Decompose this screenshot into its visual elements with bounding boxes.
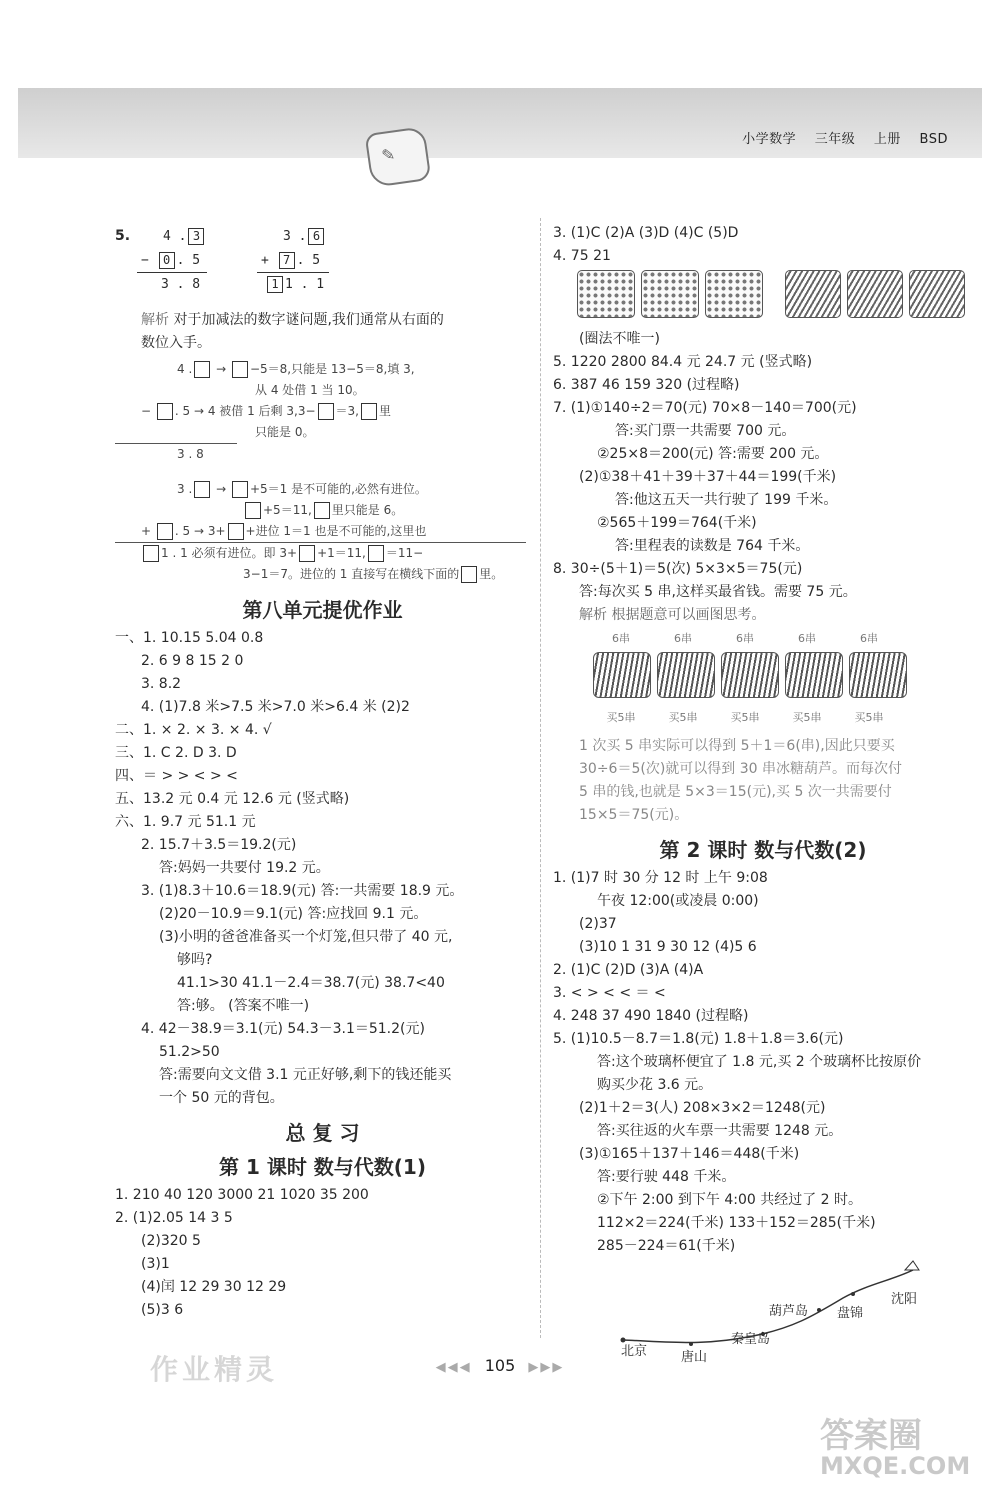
kebab-top-3: 6串 xyxy=(798,632,816,645)
kebab-top-2: 6串 xyxy=(736,632,754,645)
r2-line-10: 答:每次买 5 串,这样买最省钱。需要 75 元。 xyxy=(579,584,857,600)
e2-box-c xyxy=(245,502,261,519)
u-line-13: (3)小明的爸爸准备买一个灯笼,但只带了 40 元, xyxy=(159,929,453,945)
calc1-row2: . 5 xyxy=(176,253,201,268)
u-line-9: 2. 15.7＋3.5＝19.2(元) xyxy=(141,837,297,853)
e1-c-note: 4 被借 1 后剩 3,3− xyxy=(207,404,316,418)
lesson1-answers xyxy=(115,1184,530,1322)
e2-box-j xyxy=(461,566,477,583)
edition-label: BSD xyxy=(919,132,948,147)
seal-stamp xyxy=(365,126,432,188)
calc1-row1: 4 . xyxy=(163,229,187,244)
u-line-6: 四、＝ > > < > < xyxy=(115,768,238,784)
l2-line-15: 112×2＝224(千米) 133＋152＝285(千米) xyxy=(597,1215,876,1231)
u-line-7: 五、13.2 元 0.4 元 12.6 元 (竖式略) xyxy=(115,791,350,807)
stick-bundle-2 xyxy=(847,270,903,318)
city-panjin: 盘锦 xyxy=(837,1306,864,1321)
l1-line-1: 2. (1)2.05 14 3 5 xyxy=(115,1210,233,1226)
e2-box-b xyxy=(232,481,248,498)
page-header xyxy=(18,88,982,158)
e1-e: 3 . 8 xyxy=(115,443,237,465)
kebab-figure xyxy=(593,652,973,706)
lesson2-answers xyxy=(553,867,973,1258)
e2-d-note: 必须有进位。即 3+ xyxy=(191,546,298,560)
watermark-answer: 答案圈 xyxy=(820,1416,922,1456)
dot-tray-1 xyxy=(577,270,635,318)
lesson1-title: 第 1 课时 数与代数(1) xyxy=(218,1155,426,1179)
kebab-top-1: 6串 xyxy=(674,632,692,645)
e2-b: +5＝11, xyxy=(263,503,312,517)
l2-line-7: 5. (1)10.5－8.7＝1.8(元) 1.8＋1.8＝3.6(元) xyxy=(553,1031,844,1047)
kebab-bundle-1 xyxy=(593,652,651,698)
u-line-1: 2. 6 9 8 15 2 0 xyxy=(141,653,244,669)
e2-box-f xyxy=(228,523,244,540)
unit8-title: 第八单元提优作业 xyxy=(242,598,403,622)
u-line-17: 4. 42－38.9＝3.1(元) 54.3－3.1＝51.2(元) xyxy=(141,1021,425,1037)
u-line-16: 答:够。 (答案不唯一) xyxy=(177,998,310,1014)
calc2-result: 1 . 1 xyxy=(285,277,325,292)
e2-d-note2: +1＝11, xyxy=(317,546,366,560)
e2-c-note: 3+ xyxy=(207,524,226,538)
e1-c-note2: ＝3, xyxy=(335,404,359,418)
explain-1: 30÷6＝5(次)就可以得到 30 串冰糖葫芦。而每次付 xyxy=(579,761,902,777)
calc-1 xyxy=(141,225,206,297)
l2-line-9: 购买少花 3.6 元。 xyxy=(597,1077,713,1093)
calc1-box2: 0 xyxy=(159,252,175,269)
e2-b2: 里只能是 6。 xyxy=(331,503,404,517)
u-line-19: 答:需要向文文借 3.1 元正好够,剩下的钱还能买 xyxy=(159,1067,452,1083)
route-map xyxy=(553,1258,973,1365)
volume-label: 上册 xyxy=(873,132,901,147)
analysis-line-1 xyxy=(115,309,530,332)
l2-line-5: 3. < > < < ＝ < xyxy=(553,985,666,1001)
u-line-4: 二、1. × 2. × 3. × 4. √ xyxy=(115,722,272,738)
e2-c-note2: +进位 1＝1 也是不可能的,这里也 xyxy=(245,524,427,538)
l1-line-3: (3)1 xyxy=(141,1256,170,1272)
e2-d-note3: ＝11− xyxy=(385,546,424,560)
l2-line-1: 午夜 12:00(或凌晨 0:00) xyxy=(597,893,759,909)
e1-c: − xyxy=(141,404,152,418)
l2-line-12: (3)①165＋137＋146＝448(千米) xyxy=(579,1146,800,1162)
page-number: 105 xyxy=(484,1356,516,1375)
e2-a: 3 . xyxy=(177,482,193,496)
r-line-4: 4. 75 21 xyxy=(553,248,611,264)
calc2-row2: . 5 xyxy=(296,253,321,268)
dot-tray-3 xyxy=(705,270,763,318)
circle-figure xyxy=(577,270,973,324)
explain-0: 1 次买 5 串实际可以得到 5＋1＝6(串),因此只要买 xyxy=(579,738,895,754)
l1-line-5: (5)3 6 xyxy=(141,1302,184,1318)
right-column xyxy=(553,222,973,1365)
e2-box-i xyxy=(368,545,384,562)
e2-e: 3−1＝7。进位的 1 直接写在横线下面的 xyxy=(243,567,460,581)
r2-line-7: ②565＋199＝764(千米) xyxy=(597,515,757,531)
e2-e2: 里。 xyxy=(479,567,504,581)
kebab-bottom-0: 买5串 xyxy=(606,711,636,724)
r2-line-5: (2)①38＋41＋39＋37＋44＝199(千米) xyxy=(579,469,837,485)
l2-line-2: (2)37 xyxy=(579,916,617,932)
unit8-answers xyxy=(115,627,530,1110)
r2-line-4: ②25×8＝200(元) 答:需要 200 元。 xyxy=(597,446,829,462)
e2-note: +5＝1 是不可能的,必然有进位。 xyxy=(249,482,427,496)
q5-vertical-calcs xyxy=(115,225,530,305)
prev-arrows: ◀◀◀ xyxy=(435,1360,472,1375)
e2-d: 1 . 1 xyxy=(161,546,188,560)
kebab-bottom-labels xyxy=(593,706,973,729)
city-tangshan: 唐山 xyxy=(681,1350,708,1365)
e1-b: 从 4 处借 1 当 10。 xyxy=(255,383,365,397)
l2-line-4: 2. (1)C (2)D (3)A (4)A xyxy=(553,962,704,978)
u-line-3: 4. (1)7.8 米>7.5 米>7.0 米>6.4 米 (2)2 xyxy=(141,699,410,715)
calc1-box1: 3 xyxy=(188,228,204,245)
kebab-bundle-4 xyxy=(785,652,843,698)
l2-line-8: 答:这个玻璃杯便宜了 1.8 元,买 2 个玻璃杯比按原价 xyxy=(597,1054,922,1070)
e2-c: + xyxy=(141,524,152,538)
l2-line-16: 285－224＝61(千米) xyxy=(597,1238,736,1254)
e1-box-c xyxy=(157,403,173,420)
kebab-bundle-5 xyxy=(849,652,907,698)
watermark-site: MXQE.COM xyxy=(820,1452,971,1480)
e2-box-a xyxy=(194,481,210,498)
book-info xyxy=(728,128,948,147)
stick-bundle-1 xyxy=(785,270,841,318)
kebab-bundle-2 xyxy=(657,652,715,698)
calc2-line xyxy=(257,272,329,273)
kebab-bottom-1: 买5串 xyxy=(668,711,698,724)
kebab-top-labels xyxy=(593,627,973,650)
city-beijing: 北京 xyxy=(621,1344,648,1359)
e2-box-h xyxy=(299,545,315,562)
explain-2: 5 串的钱,也就是 5×3＝15(元),买 5 次一共需要付 xyxy=(579,784,892,800)
e1-c2: . 5 xyxy=(174,404,191,418)
analysis-label: 解析 xyxy=(141,312,169,328)
calc1-line xyxy=(137,272,207,273)
l2-line-14: ②下午 2:00 到下午 4:00 共经过了 2 时。 xyxy=(597,1192,863,1208)
calc2-op: + xyxy=(261,253,269,268)
dot-tray-2 xyxy=(641,270,699,318)
e2-box-e xyxy=(157,523,173,540)
u-line-8: 六、1. 9.7 元 51.1 元 xyxy=(115,814,256,830)
r2-line-1: 6. 387 46 159 320 (过程略) xyxy=(553,377,740,393)
kebab-top-0: 6串 xyxy=(612,632,630,645)
kebab-top-4: 6串 xyxy=(860,632,878,645)
stamp-icon: ✎ xyxy=(380,144,397,166)
l1-line-4: (4)闰 12 29 30 12 29 xyxy=(141,1279,287,1295)
e1-box-e xyxy=(361,403,377,420)
e2-box-d xyxy=(314,502,330,519)
explain-3: 15×5＝75(元)。 xyxy=(579,807,689,823)
r2-line-0: 5. 1220 2800 84.4 元 24.7 元 (竖式略) xyxy=(553,354,813,370)
e1-box-d xyxy=(318,403,334,420)
column-divider xyxy=(540,218,541,1338)
kebab-bottom-3: 买5串 xyxy=(792,711,822,724)
l1-line-0: 1. 210 40 120 3000 21 1020 35 200 xyxy=(115,1187,369,1203)
city-qinhuangdao: 秦皇岛 xyxy=(731,1332,771,1347)
r2-line-3: 答:买门票一共需要 700 元。 xyxy=(615,423,796,439)
explain-block-2: 3 . → +5＝1 是不可能的,必然有进位。 +5＝11, 里只能是 6。 + . 5 → 3+ +进位 1＝1 也是不可能的,这里也 1 . 1 必须有进位。即 3+ +1＝11, ＝11− 3−1＝7。进位的 1 直接写在横线下面的 里。 xyxy=(115,479,530,585)
r2-line-9: 8. 30÷(5＋1)＝5(次) 5×3×5＝75(元) xyxy=(553,561,803,577)
l1-line-2: (2)320 5 xyxy=(141,1233,201,1249)
u-line-18: 51.2>50 xyxy=(159,1044,220,1060)
calc-2 xyxy=(261,225,326,297)
next-arrows: ▶▶▶ xyxy=(528,1360,565,1375)
e1-a: 4 . xyxy=(177,362,193,376)
grade-label: 三年级 xyxy=(814,132,856,147)
analysis-line-2: 数位入手。 xyxy=(141,335,211,351)
u-line-12: (2)20－10.9＝9.1(元) 答:应找回 9.1 元。 xyxy=(159,906,428,922)
kebab-bottom-4: 买5串 xyxy=(854,711,884,724)
e1-c-note3: 里 xyxy=(378,404,391,418)
u-line-14: 够吗? xyxy=(177,952,213,968)
r2-line-8: 答:里程表的读数是 764 千米。 xyxy=(615,538,810,554)
e1-box-b xyxy=(232,361,248,378)
e2-c2: . 5 xyxy=(174,524,191,538)
city-huludao: 葫芦岛 xyxy=(769,1304,809,1319)
r-analysis: 解析 根据题意可以画图思考。 xyxy=(579,607,766,623)
l2-line-10: (2)1＋2＝3(人) 208×3×2＝1248(元) xyxy=(579,1100,826,1116)
circle-note: (圈法不唯一) xyxy=(579,331,660,347)
subject-label: 小学数学 xyxy=(742,132,797,147)
u-line-10: 答:妈妈一共要付 19.2 元。 xyxy=(159,860,330,876)
e1-d: 只能是 0。 xyxy=(255,425,315,439)
page-footer xyxy=(0,1356,1000,1375)
l2-line-6: 4. 248 37 490 1840 (过程略) xyxy=(553,1008,749,1024)
lesson2-title: 第 2 课时 数与代数(2) xyxy=(659,838,867,862)
watermark-zuoye: 作业精灵 xyxy=(150,1353,279,1386)
kebab-bundle-3 xyxy=(721,652,779,698)
u-line-2: 3. 8.2 xyxy=(141,676,182,692)
calc2-row1: 3 . xyxy=(283,229,307,244)
r-line-3: 3. (1)C (2)A (3)D (4)C (5)D xyxy=(553,225,739,241)
u-line-0: 一、1. 10.15 5.04 0.8 xyxy=(115,630,264,646)
u-line-5: 三、1. C 2. D 3. D xyxy=(115,745,237,761)
u-line-20: 一个 50 元的背包。 xyxy=(159,1090,284,1106)
calc2-box3: 1 xyxy=(267,276,283,293)
review-title: 总 复 习 xyxy=(285,1121,360,1145)
q5-label: 5. xyxy=(115,228,131,244)
r2-line-6: 答:他这五天一共行驶了 199 千米。 xyxy=(615,492,838,508)
u-line-15: 41.1>30 41.1－2.4＝38.7(元) 38.7<40 xyxy=(177,975,445,991)
kebab-bottom-2: 买5串 xyxy=(730,711,760,724)
l2-line-3: (3)10 1 31 9 30 12 (4)5 6 xyxy=(579,939,757,955)
l2-line-13: 答:要行驶 448 千米。 xyxy=(597,1169,736,1185)
e1-note: −5＝8,只能是 13−5＝8,填 3, xyxy=(249,362,415,376)
l2-line-11: 答:买往返的火车票一共需要 1248 元。 xyxy=(597,1123,843,1139)
calc2-box1: 6 xyxy=(308,228,324,245)
l2-line-0: 1. (1)7 时 30 分 12 时 上午 9:08 xyxy=(553,870,768,886)
u-line-11: 3. (1)8.3＋10.6＝18.9(元) 答:一共需要 18.9 元。 xyxy=(141,883,464,899)
calc2-box2: 7 xyxy=(279,252,295,269)
left-column xyxy=(115,225,530,1322)
stick-bundle-3 xyxy=(909,270,965,318)
city-shenyang: 沈阳 xyxy=(891,1292,918,1307)
calc1-op: − xyxy=(141,253,149,268)
analysis-text-1: 对于加减法的数字谜问题,我们通常从右面的 xyxy=(173,312,444,328)
e1-box-a xyxy=(194,361,210,378)
r2-line-2: 7. (1)①140÷2＝70(元) 70×8－140＝700(元) xyxy=(553,400,857,416)
calc1-result: 3 . 8 xyxy=(161,277,201,292)
e2-box-g xyxy=(143,545,159,562)
explain-block-1: 4 . → −5＝8,只能是 13−5＝8,填 3, 从 4 处借 1 当 10。 − . 5 → 4 被借 1 后剩 3,3− ＝3, 里 只能是 0。 3 . 8 xyxy=(115,359,530,465)
